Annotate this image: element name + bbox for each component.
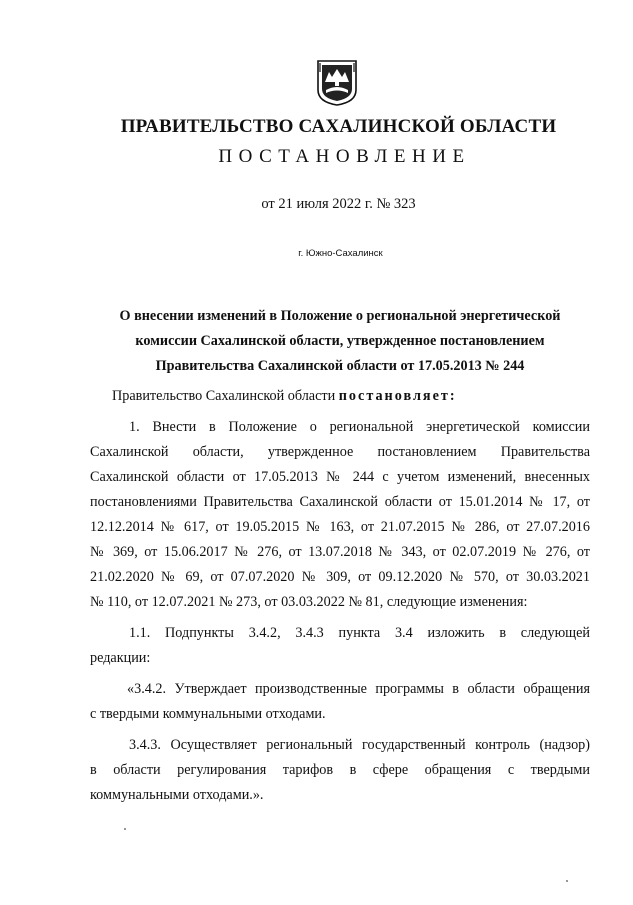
paragraph-line: редакции:	[90, 650, 151, 666]
paragraph-1	[90, 415, 590, 615]
document-body	[90, 384, 590, 808]
paragraph-line: Сахалинской области, утвержденное постановлением Правительства	[90, 444, 590, 460]
paragraph-line: 1. Внести в Положение о региональной энергетической комиссии	[129, 419, 590, 435]
paragraph-line: № 369, от 15.06.2017 № 276, от 13.07.2018 № 343, от 02.07.2019 № 276, от	[90, 544, 590, 560]
subject-line: комиссии Сахалинской области, утвержденное постановлением	[135, 333, 545, 349]
document-subject	[90, 304, 590, 379]
scan-speck	[566, 880, 568, 882]
paragraph-line: с твердыми коммунальными отходами.	[90, 706, 326, 722]
preamble	[90, 384, 590, 409]
paragraph-line: 12.12.2014 № 617, от 19.05.2015 № 163, от 21.07.2015 № 286, от 27.07.2016	[90, 519, 590, 535]
subject-line: О внесении изменений в Положение о региональной энергетической	[119, 308, 561, 324]
subparagraph-3-4-2	[90, 677, 590, 727]
paragraph-line: 3.4.3. Осуществляет региональный государственный контроль (надзор)	[129, 737, 590, 753]
paragraph-line: постановлениями Правительства Сахалинской области от 15.01.2014 № 17, от	[90, 494, 590, 510]
document-date-number: от 21 июля 2022 г. № 323	[261, 196, 416, 212]
scan-speck	[124, 828, 126, 830]
paragraph-line: в области регулирования тарифов в сфере обращения с твердыми	[90, 762, 590, 778]
subject-line: Правительства Сахалинской области от 17.05.2013 № 244	[155, 358, 525, 374]
paragraph-line: 21.02.2020 № 69, от 07.07.2020 № 309, от 09.12.2020 № 570, от 30.03.2021	[90, 569, 590, 585]
paragraph-line: 1.1. Подпункты 3.4.2, 3.4.3 пункта 3.4 изложить в следующей	[129, 625, 590, 641]
paragraph-line: Сахалинской области от 17.05.2013 № 244 с учетом изменений, внесенных	[90, 469, 590, 485]
paragraph-line: коммунальными отходами.».	[90, 787, 264, 803]
document-city: г. Южно-Сахалинск	[298, 248, 383, 259]
subparagraph-3-4-3	[90, 733, 590, 808]
document-type: ПОСТАНОВЛЕНИЕ	[218, 146, 471, 167]
paragraph-line: № 110, от 12.07.2021 № 273, от 03.03.2022 № 81, следующие изменения:	[90, 594, 528, 610]
preamble-text: Правительство Сахалинской области	[112, 388, 336, 404]
paragraph-line: «3.4.2. Утверждает производственные программы в области обращения	[127, 681, 590, 697]
sakhalin-coat-of-arms-emblem	[316, 60, 358, 106]
preamble-decree-word: постановляет:	[338, 388, 457, 404]
government-title: ПРАВИТЕЛЬСТВО САХАЛИНСКОЙ ОБЛАСТИ	[120, 116, 557, 137]
paragraph-1-1	[90, 621, 590, 671]
